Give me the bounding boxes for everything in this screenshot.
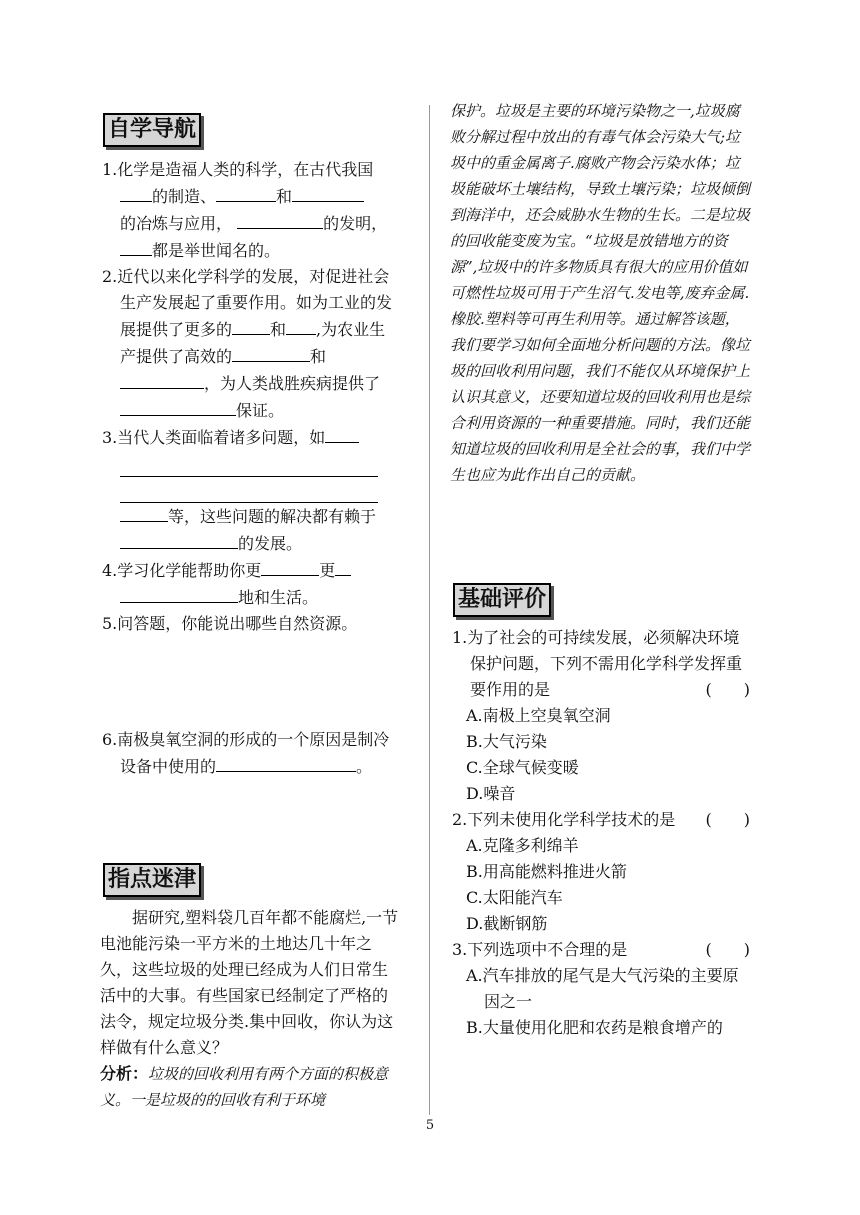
answer-line[interactable] bbox=[120, 451, 378, 477]
q-text: 等，这些问题的解决都有赖于 bbox=[168, 507, 377, 526]
option[interactable]: C.全球气候变暖 bbox=[466, 758, 579, 777]
q-text: 化学是造福人类的科学，在古代我国 bbox=[117, 160, 374, 179]
mc-question-1 bbox=[450, 625, 750, 703]
q-text: 和 bbox=[270, 320, 287, 339]
q-number: 4. bbox=[102, 561, 118, 580]
option[interactable]: A.克隆多利绵羊 bbox=[466, 836, 579, 855]
analysis-label: 分析： bbox=[100, 1064, 149, 1083]
question-3-cont bbox=[100, 503, 400, 557]
q-text: 下列选项中不合理的是 bbox=[467, 940, 628, 959]
answer-parenthesis[interactable]: ( ) bbox=[705, 680, 750, 699]
right-column bbox=[450, 98, 750, 1041]
question-1 bbox=[100, 157, 400, 264]
q-text: ,为农业生产提供了高效的 bbox=[120, 320, 386, 366]
mc-question-3 bbox=[450, 937, 750, 963]
answer-blank[interactable] bbox=[286, 316, 316, 335]
answer-blank[interactable] bbox=[261, 557, 319, 576]
q-number: 1. bbox=[452, 628, 468, 647]
answer-blank[interactable] bbox=[292, 183, 364, 202]
q-text: 下列未使用化学科学技术的是 bbox=[467, 810, 676, 829]
q-text: 的冶炼与应用， bbox=[120, 214, 233, 233]
analysis-continued: 保护。垃圾是主要的环境污染物之一,垃圾腐败分解过程中放出的有毒气体会污染大气;垃圾中的重金属离子.腐败产物会污染水体；垃圾能破坏土壤结构，导致土壤污染；垃圾倾倒到海洋中，还会威胁水生物的生长。二是垃圾的回收能变废为宝。“垃圾是放错地方的资源”,垃圾中的许多物质具有很大的应用价值如可燃性垃圾可用于产生沼气.发电等,废弃金属.橡胶.塑料等可再生利用等。通过解答该题，我们要学习如何全面地分析问题的方法。像垃圾的回收利用问题，我们不能仅从环境保护上认识其意义，还要知道垃圾的回收利用也是综合利用资源的一种重要措施。同时，我们还能知道垃圾的回收利用是全社会的事，我们中学生也应为此作出自己的贡献。 bbox=[450, 102, 751, 484]
q-number: 3. bbox=[102, 428, 118, 447]
answer-blank[interactable] bbox=[120, 237, 152, 256]
q-text: 近代以来化学科学的发展，对促进社会生产发展起了重要作用。如为工业的发展提供了更多的 bbox=[117, 267, 393, 339]
q-text: 的制造、 bbox=[152, 187, 217, 206]
question-3 bbox=[100, 424, 400, 451]
q-number: 2. bbox=[102, 267, 118, 286]
answer-blank[interactable] bbox=[232, 343, 310, 362]
q-text: 。 bbox=[356, 757, 373, 776]
q-number: 6. bbox=[102, 730, 118, 749]
left-column bbox=[100, 100, 400, 1113]
q-text: 和 bbox=[276, 187, 293, 206]
q-number: 3. bbox=[452, 940, 468, 959]
q-text: 学习化学能帮助你更 bbox=[117, 561, 262, 580]
q-number: 5. bbox=[102, 614, 118, 633]
q-text: ，为人类战胜疾病提供了 bbox=[204, 374, 381, 393]
section-title-self-study: 自学导航 bbox=[103, 113, 201, 147]
answer-blank[interactable] bbox=[120, 397, 236, 416]
analysis-paragraph bbox=[100, 1061, 400, 1113]
answer-blank[interactable] bbox=[216, 183, 276, 202]
q-text: 和 bbox=[310, 347, 327, 366]
section-title-guidance: 指点迷津 bbox=[103, 863, 201, 897]
column-divider bbox=[429, 105, 430, 1115]
q-text: 都是举世闻名的。 bbox=[152, 241, 281, 260]
question-2 bbox=[100, 264, 400, 424]
q-text: 为了社会的可持续发展，必须解决环境保护问题，下列不需用化学科学发挥重要作用的是 bbox=[467, 628, 743, 699]
answer-blank[interactable] bbox=[120, 503, 168, 522]
option[interactable]: B.大量使用化肥和农药是粮食增产的 bbox=[466, 1018, 723, 1037]
question-6 bbox=[100, 727, 400, 780]
option[interactable]: A.汽车排放的尾气是大气污染的主要原因之一 bbox=[466, 966, 739, 1011]
q-text: 更 bbox=[319, 561, 336, 580]
answer-parenthesis[interactable]: ( ) bbox=[705, 810, 750, 829]
q-text: 当代人类面临着诸多问题，如 bbox=[117, 428, 326, 447]
option[interactable]: B.用高能燃料推进火箭 bbox=[466, 862, 627, 881]
answer-blank[interactable] bbox=[120, 530, 238, 549]
answer-blank[interactable] bbox=[232, 316, 270, 335]
q-number: 2. bbox=[452, 810, 468, 829]
option[interactable]: B.大气污染 bbox=[466, 732, 547, 751]
option[interactable]: D.噪音 bbox=[466, 784, 516, 803]
answer-blank[interactable] bbox=[335, 557, 351, 576]
answer-blank[interactable] bbox=[120, 370, 204, 389]
q-text: 的发明， bbox=[323, 214, 388, 233]
mc-question-2 bbox=[450, 807, 750, 833]
option[interactable]: D.截断钢筋 bbox=[466, 914, 548, 933]
answer-blank[interactable] bbox=[120, 584, 238, 603]
q-text: 问答题，你能说出哪些自然资源。 bbox=[117, 614, 358, 633]
question-4 bbox=[100, 557, 400, 611]
answer-parenthesis[interactable]: ( ) bbox=[705, 940, 750, 959]
guidance-paragraph: 据研究,塑料袋几百年都不能腐烂,一节电池能污染一平方米的土地达几十年之久，这些垃圾的处理已经成为人们日常生活中的大事。有些国家已经制定了严格的法令，规定垃圾分类.集中回收，你认为这样做有什么意义？ bbox=[100, 908, 399, 1057]
q-number: 1. bbox=[102, 160, 118, 179]
question-5 bbox=[100, 611, 400, 637]
answer-space[interactable] bbox=[100, 637, 400, 727]
answer-blank[interactable] bbox=[216, 753, 356, 772]
answer-line[interactable] bbox=[120, 477, 378, 503]
answer-blank[interactable] bbox=[120, 183, 152, 202]
option[interactable]: A.南极上空臭氧空洞 bbox=[466, 706, 611, 725]
answer-blank[interactable] bbox=[237, 210, 323, 229]
section-title-basic-evaluation: 基础评价 bbox=[453, 583, 551, 617]
analysis-text: 垃圾的回收利用有两个方面的积极意义。一是垃圾的的回收有利于环境 bbox=[100, 1065, 389, 1109]
page-number: 5 bbox=[425, 1118, 435, 1133]
q-text: 南极臭氧空洞的形成的一个原因是制冷设备中使用的 bbox=[117, 730, 390, 776]
q-text: 保证。 bbox=[236, 401, 285, 420]
q-text: 地和生活。 bbox=[238, 588, 319, 607]
q-text: 的发展。 bbox=[238, 534, 303, 553]
option[interactable]: C.太阳能汽车 bbox=[466, 888, 563, 907]
answer-blank[interactable] bbox=[325, 424, 359, 443]
